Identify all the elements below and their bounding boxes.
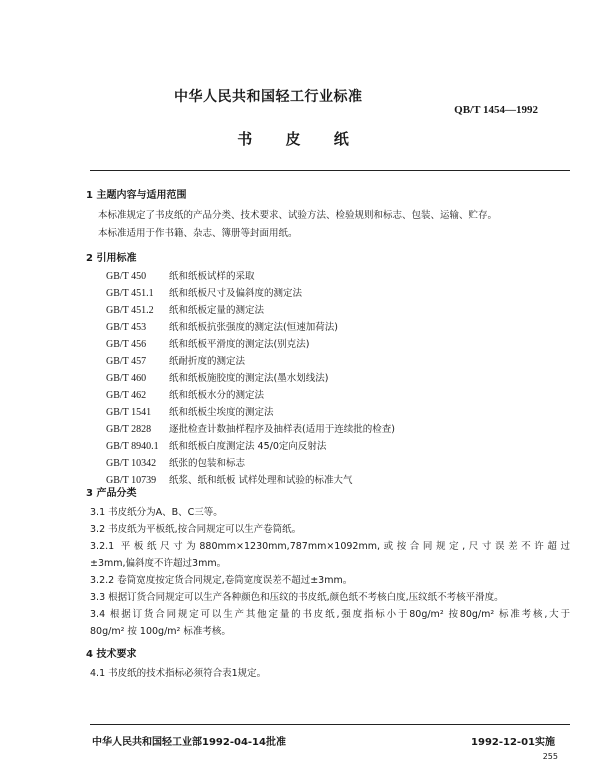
page-number: 255 <box>542 752 558 761</box>
clause-4-1: 4.1 书皮纸的技术指标必须符合表1规定。 <box>90 668 267 679</box>
reference-item: GB/T 2828 逐批检查计数抽样程序及抽样表(适用于连续批的检查) <box>106 424 395 435</box>
reference-item: GB/T 1541 纸和纸板尘埃度的测定法 <box>106 407 274 418</box>
section-1-paragraph-1: 本标准规定了书皮纸的产品分类、技术要求、试验方法、检验规则和标志、包装、运输、贮存。 <box>98 210 498 221</box>
approval-line: 中华人民共和国轻工业部1992-04-14批准 <box>92 737 286 748</box>
section-1-paragraph-2: 本标准适用于作书籍、杂志、簿册等封面用纸。 <box>98 228 298 239</box>
issuing-organization: 中华人民共和国轻工行业标准 <box>174 89 363 105</box>
reference-item: GB/T 450 纸和纸板试样的采取 <box>106 271 255 282</box>
section-3-heading: 3 产品分类 <box>86 488 137 499</box>
effective-date: 1992-12-01实施 <box>471 737 555 748</box>
reference-item: GB/T 462 纸和纸板水分的测定法 <box>106 390 265 401</box>
section-2-heading: 2 引用标准 <box>86 253 137 264</box>
reference-item: GB/T 457 纸耐折度的测定法 <box>106 356 246 367</box>
reference-item: GB/T 10342 纸张的包装和标志 <box>106 458 246 469</box>
standard-code: QB/T 1454—1992 <box>454 104 538 116</box>
reference-item: GB/T 451.1 纸和纸板尺寸及偏斜度的测定法 <box>106 288 303 299</box>
reference-item: GB/T 10739 纸浆、纸和纸板 试样处理和试验的标准大气 <box>106 475 353 486</box>
reference-item: GB/T 8940.1 纸和纸板白度测定法 45/0定向反射法 <box>106 441 327 452</box>
section-1-heading: 1 主题内容与适用范围 <box>86 190 187 201</box>
section-4-heading: 4 技术要求 <box>86 649 137 660</box>
clause-3-2-1-line-1: 3.2.1 平板纸尺寸为880mm×1230mm,787mm×1092mm,或按合同规定,尺寸误差不许超过 <box>90 541 570 552</box>
clause-3-2-1-line-2: ±3mm,偏斜度不许超过3mm。 <box>90 558 227 569</box>
clause-3-4-line-2: 80g/m² 按 100g/m² 标准考核。 <box>90 626 231 637</box>
clause-3-3: 3.3 根据订货合同规定可以生产各种颜色和压纹的书皮纸,颜色纸不考核白度,压纹纸不考核平滑度。 <box>90 592 504 603</box>
clause-3-4-line-1: 3.4 根据订货合同规定可以生产其他定量的书皮纸,强度指标小于80g/m² 按80g/m² 标准考核,大于 <box>90 609 570 620</box>
clause-3-2: 3.2 书皮纸为平板纸,按合同规定可以生产卷筒纸。 <box>90 524 302 535</box>
reference-item: GB/T 460 纸和纸板施胶度的测定法(墨水划线法) <box>106 373 329 384</box>
reference-item: GB/T 456 纸和纸板平滑度的测定法(别克法) <box>106 339 310 350</box>
clause-3-1: 3.1 书皮纸分为A、B、C三等。 <box>90 507 223 518</box>
footer-rule <box>90 724 570 725</box>
header-rule <box>90 170 570 171</box>
reference-item: GB/T 453 纸和纸板抗张强度的测定法(恒速加荷法) <box>106 322 338 333</box>
document-title: 书 皮 纸 <box>237 130 363 148</box>
clause-3-2-2: 3.2.2 卷筒宽度按定货合同规定,卷筒宽度误差不超过±3mm。 <box>90 575 353 586</box>
reference-item: GB/T 451.2 纸和纸板定量的测定法 <box>106 305 265 316</box>
